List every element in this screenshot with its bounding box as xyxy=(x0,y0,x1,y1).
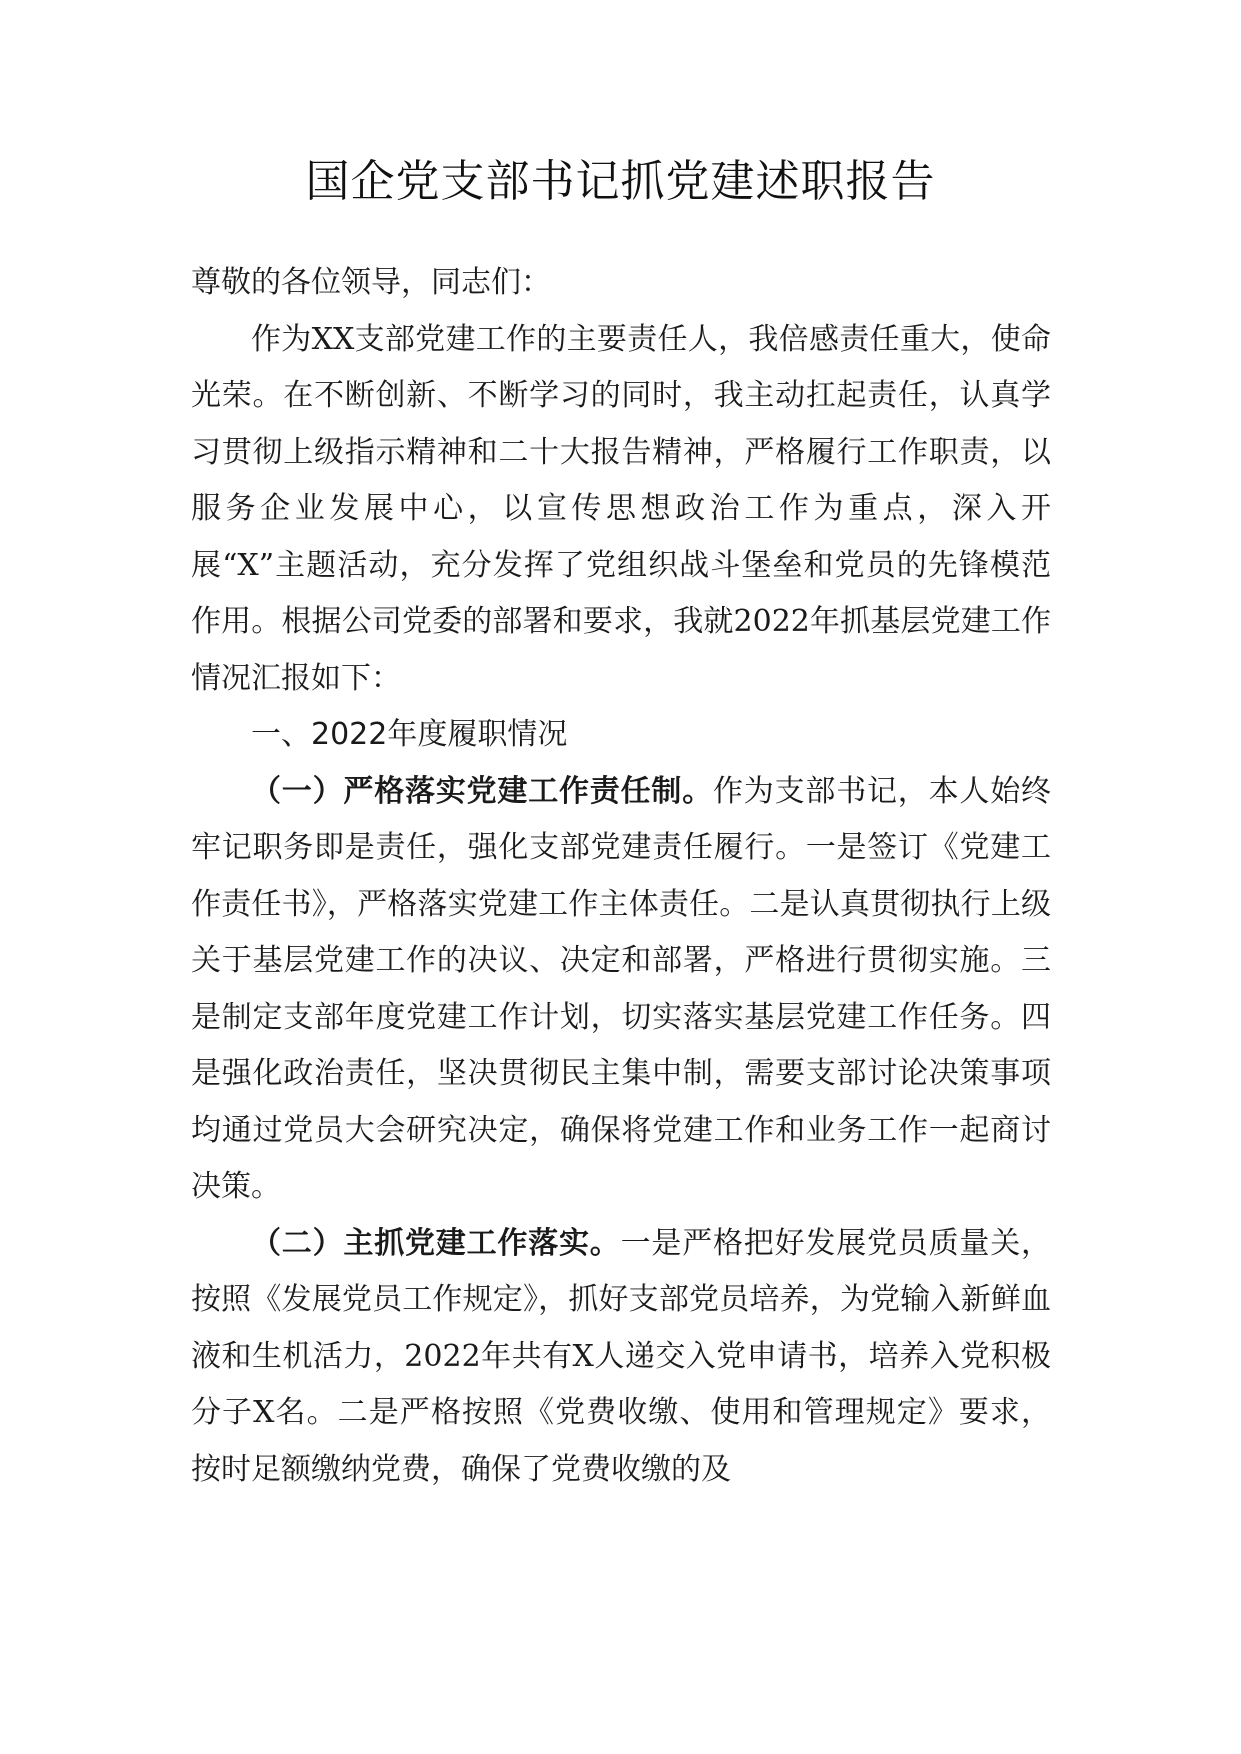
subsection-1-text: 作为支部书记，本人始终牢记职务即是责任，强化支部党建责任履行。一是签订《党建工作责任书》，严格落实党建工作主体责任。二是认真贯彻执行上级关于基层党建工作的决议、决定和部署，严格进行贯彻实施。三是制定支部年度党建工作计划，切实落实基层党建工作任务。四是强化政治责任，坚决贯彻民主集中制，需要支部讨论决策事项均通过党员大会研究决定，确保将党建工作和业务工作一起商讨决策。 xyxy=(191,773,1051,1204)
subsection-2-paragraph xyxy=(191,1216,1051,1499)
section-heading: 一、2022年度履职情况 xyxy=(251,717,568,752)
subsection-1-heading: （一）严格落实党建工作责任制。 xyxy=(251,773,713,809)
intro-paragraph: 作为XX支部党建工作的主要责任人，我倍感责任重大，使命光荣。在不断创新、不断学习的同时，我主动扛起责任，认真学习贯彻上级指示精神和二十大报告精神，严格履行工作职责，以服务企业发展中心，以宣传思想政治工作为重点，深入开展“X”主题活动，充分发挥了党组织战斗堡垒和党员的先锋模范作用。根据公司党委的部署和要求，我就2022年抓基层党建工作情况汇报如下： xyxy=(191,321,1051,696)
subsection-2-heading: （二）主抓党建工作落实。 xyxy=(251,1225,621,1261)
salutation: 尊敬的各位领导，同志们： xyxy=(191,265,551,300)
subsection-2-text: 一是严格把好发展党员质量关，按照《发展党员工作规定》，抓好支部党员培养，为党输入新鲜血液和生机活力，2022年共有X人递交入党申请书，培养入党积极分子X名。二是严格按照《党费收缴、使用和管理规定》要求，按时足额缴纳党费，确保了党费收缴的及 xyxy=(191,1225,1052,1487)
document-title: 国企党支部书记抓党建述职报告 xyxy=(305,156,936,207)
subsection-1-paragraph xyxy=(191,764,1051,1216)
document-body xyxy=(191,255,1051,1498)
